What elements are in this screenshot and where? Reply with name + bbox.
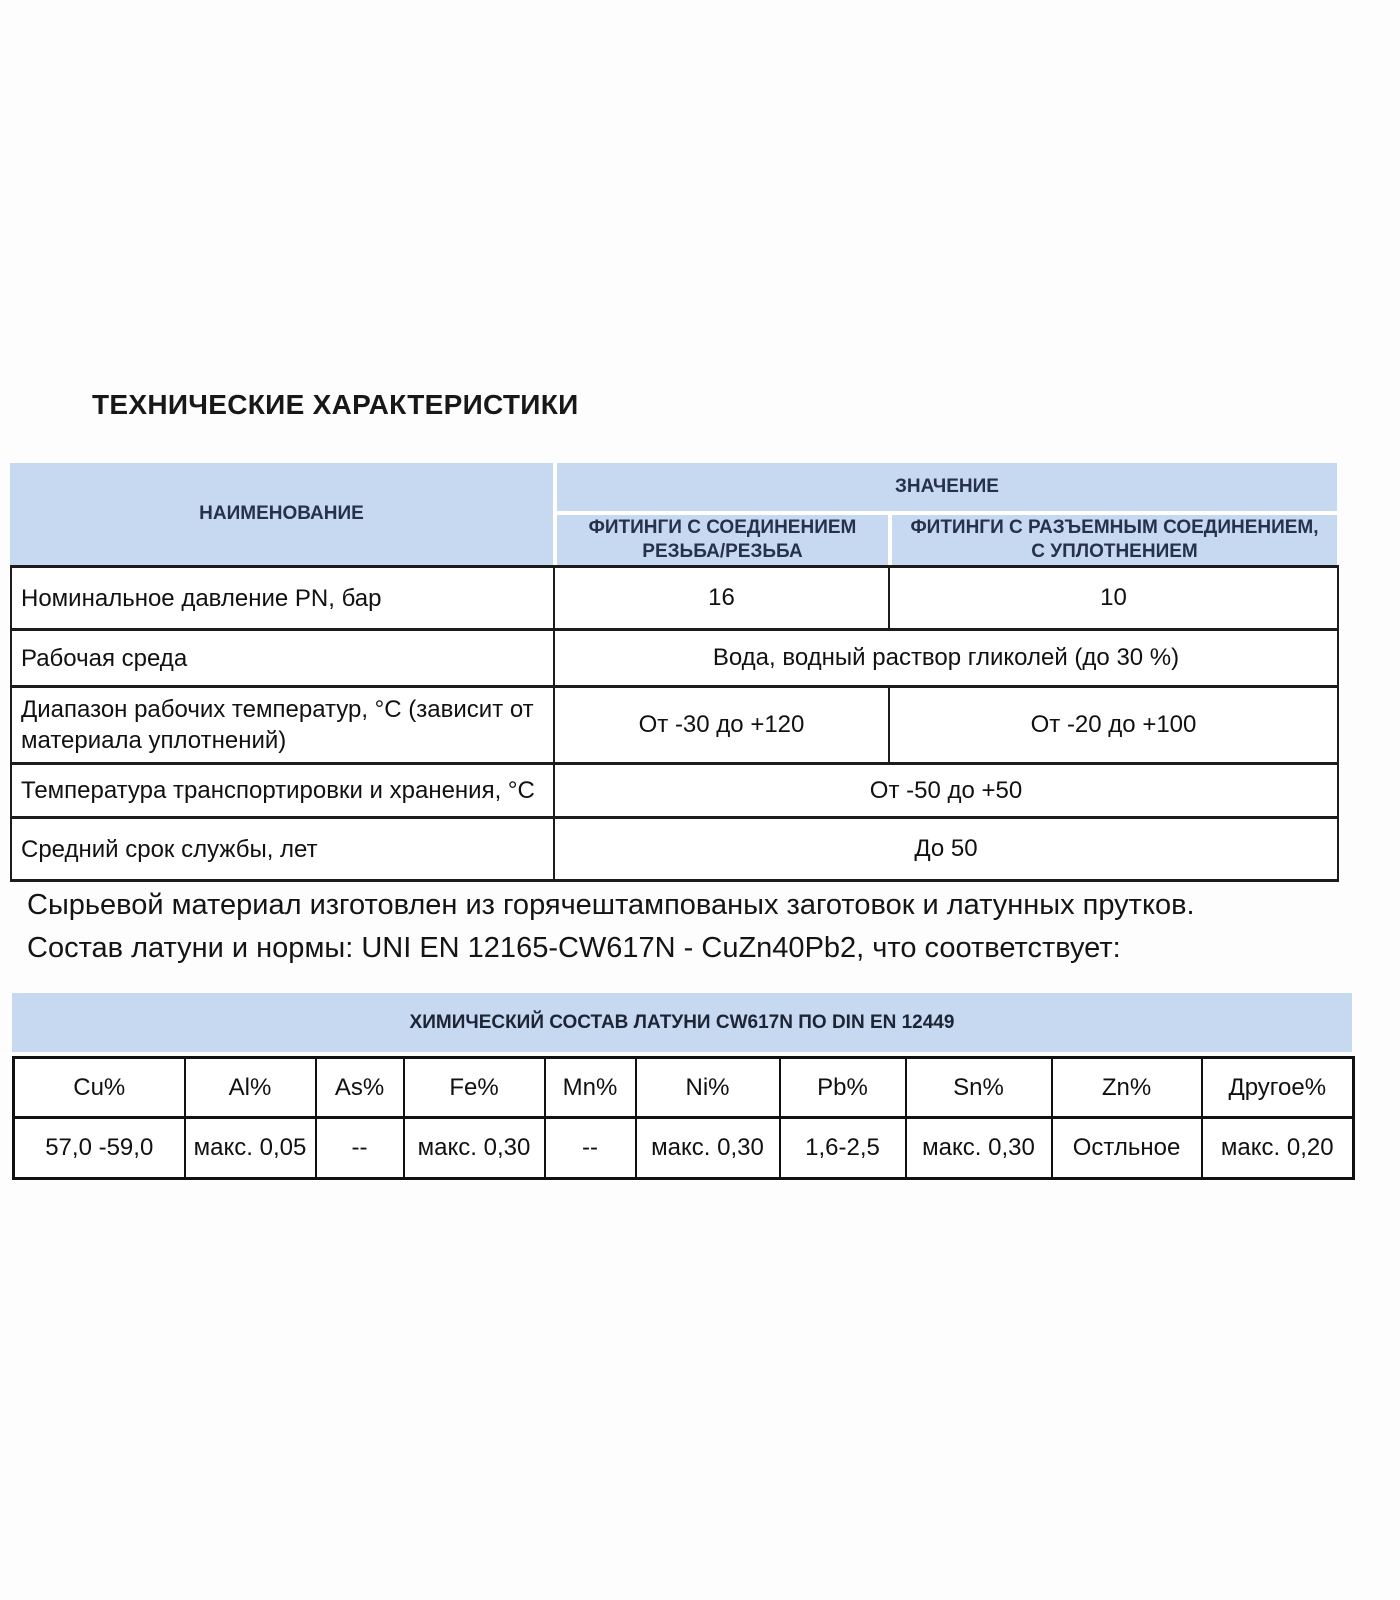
- row-value: Вода, водный раствор гликолей (до 30 %): [554, 630, 1338, 687]
- composition-table-title: ХИМИЧЕСКИЙ СОСТАВ ЛАТУНИ CW617N ПО DIN EN 12449: [12, 993, 1352, 1052]
- spec-subheader-detachable: ФИТИНГИ С РАЗЪЕМНЫМ СОЕДИНЕНИЕМ, С УПЛОТНЕНИЕМ: [892, 515, 1337, 565]
- row-label: Номинальное давление PN, бар: [11, 567, 554, 630]
- cell-value: макс. 0,30: [636, 1118, 780, 1179]
- table-row: [11, 567, 1338, 630]
- cell-value: 57,0 -59,0: [14, 1118, 185, 1179]
- cell-value: макс. 0,05: [185, 1118, 316, 1179]
- row-value: От -30 до +120: [554, 687, 889, 764]
- column-header: As%: [316, 1058, 404, 1118]
- row-label: Диапазон рабочих температур, °С (зависит от материала уплотнений): [11, 687, 554, 764]
- row-value: 16: [554, 567, 889, 630]
- composition-value-row: [14, 1118, 1354, 1179]
- page-title: ТЕХНИЧЕСКИЕ ХАРАКТЕРИСТИКИ: [92, 389, 579, 420]
- column-header: Mn%: [545, 1058, 636, 1118]
- spec-table: [10, 565, 1339, 882]
- cell-value: 1,6-2,5: [780, 1118, 906, 1179]
- composition-header-row: [14, 1058, 1354, 1118]
- table-row: [11, 630, 1338, 687]
- column-header: Al%: [185, 1058, 316, 1118]
- column-header: Sn%: [906, 1058, 1052, 1118]
- paragraph-line: Состав латуни и нормы: UNI EN 12165-CW617N - CuZn40Pb2, что соответствует:: [27, 932, 1121, 964]
- column-header: Cu%: [14, 1058, 185, 1118]
- column-header: Ni%: [636, 1058, 780, 1118]
- spec-header-value: ЗНАЧЕНИЕ: [557, 463, 1337, 511]
- row-value: От -20 до +100: [889, 687, 1338, 764]
- spec-subheader-threaded: ФИТИНГИ С СОЕДИНЕНИЕМ РЕЗЬБА/РЕЗЬБА: [557, 515, 888, 565]
- paragraph-line: Сырьевой материал изготовлен из горячештампованых заготовок и латунных прутков.: [27, 889, 1195, 921]
- row-value: 10: [889, 567, 1338, 630]
- spec-subheader-row: [557, 515, 1337, 565]
- column-header: Другое%: [1202, 1058, 1354, 1118]
- cell-value: макс. 0,20: [1202, 1118, 1354, 1179]
- material-paragraph: [27, 884, 1367, 970]
- row-label: Температура транспортировки и хранения, °С: [11, 764, 554, 818]
- column-header: Pb%: [780, 1058, 906, 1118]
- row-value: От -50 до +50: [554, 764, 1338, 818]
- cell-value: Остльное: [1052, 1118, 1202, 1179]
- spec-table-header: [10, 463, 1337, 565]
- column-header: Zn%: [1052, 1058, 1202, 1118]
- cell-value: макс. 0,30: [906, 1118, 1052, 1179]
- table-row: [11, 818, 1338, 881]
- table-row: [11, 687, 1338, 764]
- cell-value: --: [545, 1118, 636, 1179]
- table-row: [11, 764, 1338, 818]
- column-header: Fe%: [404, 1058, 545, 1118]
- composition-table: [12, 1056, 1355, 1180]
- cell-value: макс. 0,30: [404, 1118, 545, 1179]
- cell-value: --: [316, 1118, 404, 1179]
- row-value: До 50: [554, 818, 1338, 881]
- spec-header-name: НАИМЕНОВАНИЕ: [10, 463, 553, 565]
- row-label: Средний срок службы, лет: [11, 818, 554, 881]
- row-label: Рабочая среда: [11, 630, 554, 687]
